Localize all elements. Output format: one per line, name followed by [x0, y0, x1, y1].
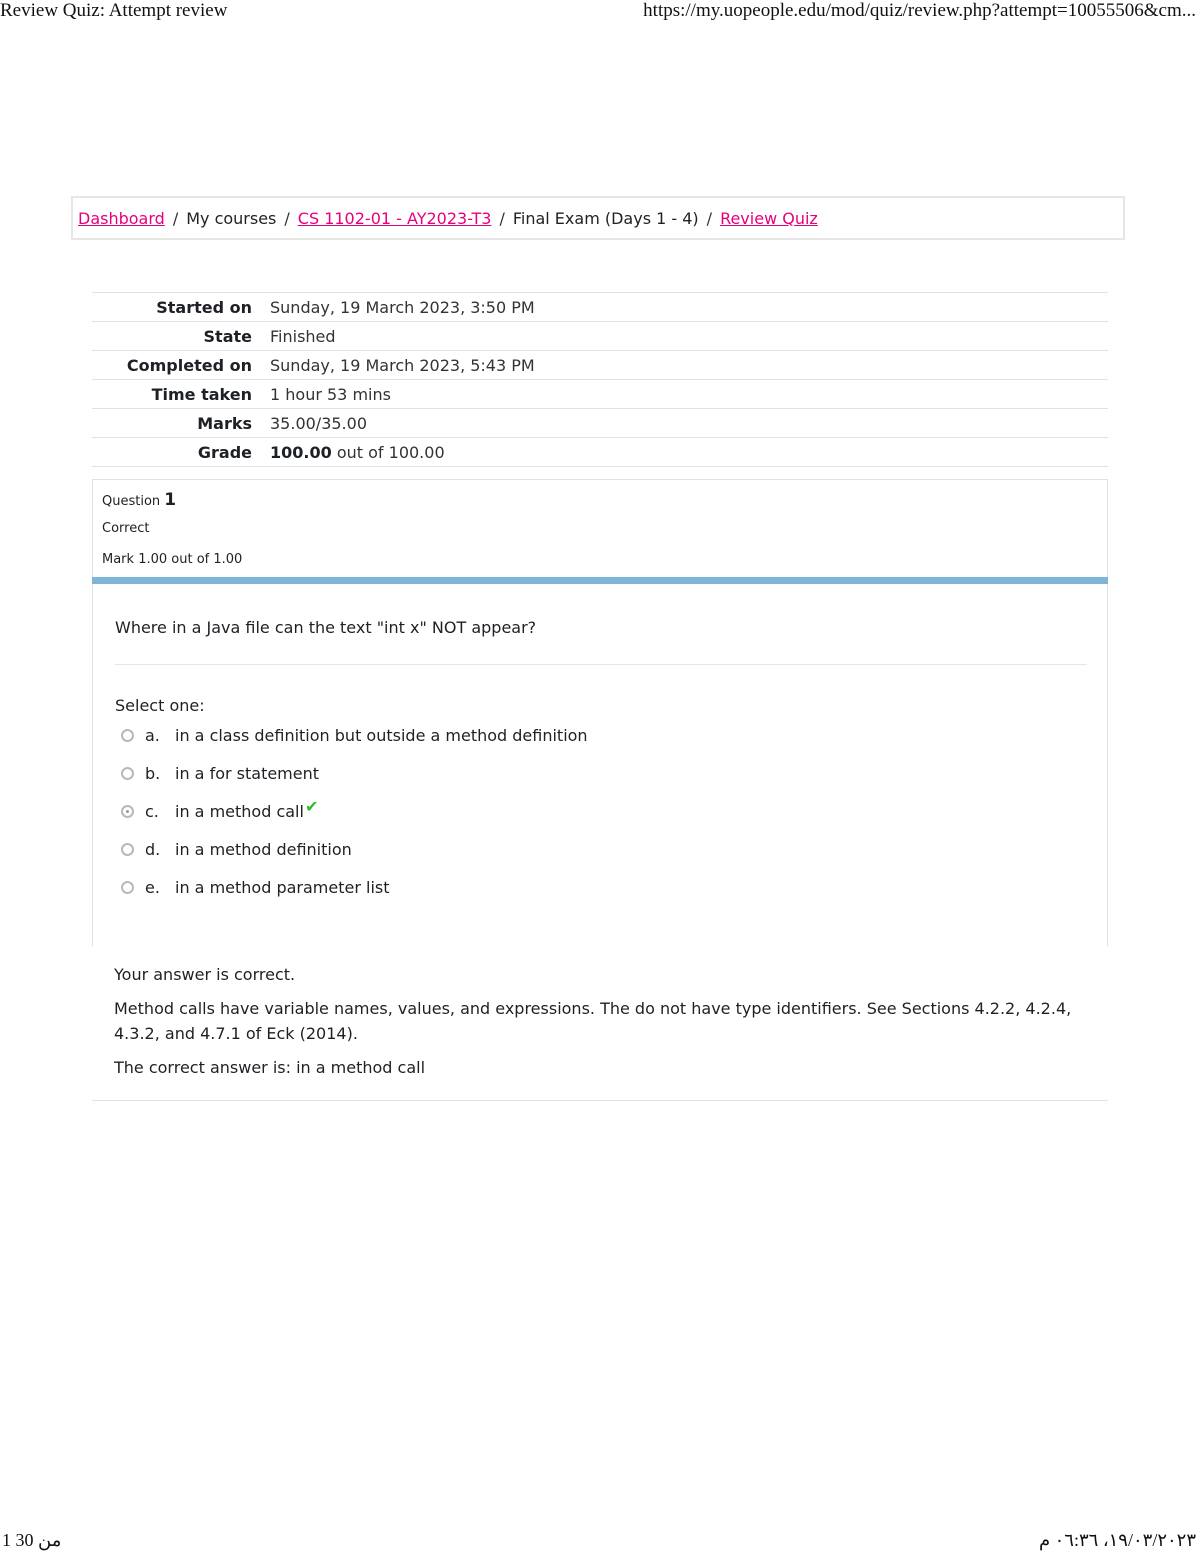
option-letter: b. — [145, 764, 161, 783]
radio-option-c[interactable] — [121, 805, 134, 818]
option-letter: a. — [145, 726, 160, 745]
print-footer-datetime: ١٩/٠٣/٢٠٢٣، ٠٦:٣٦ م — [1038, 1530, 1196, 1550]
summary-row-grade — [92, 438, 1108, 467]
breadcrumb-separator: / — [284, 208, 290, 228]
feedback-status: Your answer is correct. — [114, 965, 296, 984]
breadcrumb-section: Final Exam (Days 1 - 4) — [512, 208, 699, 228]
summary-value: Finished — [270, 326, 336, 346]
radio-option-e[interactable] — [121, 881, 134, 894]
breadcrumb — [71, 196, 1125, 240]
summary-row — [92, 293, 1108, 322]
radio-option-a[interactable] — [121, 729, 134, 742]
grade-label: Grade — [197, 442, 252, 462]
option-text: in a for statement — [175, 764, 320, 783]
summary-label: Completed on — [126, 355, 252, 375]
question-info — [92, 479, 1108, 579]
question-text: Where in a Java file can the text "int x" NOT appear? — [115, 618, 537, 637]
question-accent-bar — [92, 577, 1108, 584]
grade-value-cell — [270, 438, 1108, 467]
grade-value: 100.00 — [270, 442, 332, 462]
summary-label: Started on — [156, 297, 252, 317]
option-text: in a method parameter list — [175, 878, 390, 897]
summary-label: Time taken — [151, 384, 252, 404]
summary-row — [92, 409, 1108, 438]
breadcrumb-separator: / — [499, 208, 505, 228]
breadcrumb-separator: / — [706, 208, 713, 228]
print-footer-page: 1 من 30 — [2, 1530, 62, 1550]
print-header-title: Review Quiz: Attempt review — [0, 0, 228, 21]
option-letter: d. — [145, 840, 161, 859]
summary-label: State — [203, 326, 252, 346]
answer-option-c — [121, 797, 319, 821]
summary-value: Sunday, 19 March 2023, 5:43 PM — [270, 355, 535, 375]
question-divider — [115, 664, 1087, 665]
summary-value: 35.00/35.00 — [270, 413, 367, 433]
option-letter: e. — [145, 878, 160, 897]
summary-row — [92, 322, 1108, 351]
breadcrumb-course-link[interactable]: CS 1102-01 - AY2023-T3 — [297, 208, 492, 228]
breadcrumb-separator: / — [172, 208, 179, 228]
answer-option-b — [121, 764, 319, 783]
question-number-value: 1 — [164, 490, 177, 510]
feedback-right-answer: The correct answer is: in a method call — [114, 1058, 426, 1077]
breadcrumb-dashboard-link[interactable]: Dashboard — [78, 208, 165, 228]
option-text: in a class definition but outside a method definition — [175, 726, 588, 745]
summary-row — [92, 380, 1108, 409]
radio-option-b[interactable] — [121, 767, 134, 780]
answer-feedback — [92, 950, 1108, 1101]
attempt-summary-table — [92, 292, 1108, 467]
summary-value: 1 hour 53 mins — [270, 384, 391, 404]
select-one-prompt: Select one: — [115, 696, 205, 715]
question-mark: Mark 1.00 out of 1.00 — [102, 552, 243, 567]
question-content — [92, 584, 1108, 946]
breadcrumb-quiz-link[interactable]: Review Quiz — [720, 208, 818, 228]
option-text: in a method call — [175, 802, 304, 821]
answer-option-e — [121, 878, 390, 897]
answer-option-d — [121, 840, 352, 859]
breadcrumb-my-courses: My courses — [186, 208, 277, 228]
question-number — [102, 490, 176, 510]
radio-option-d[interactable] — [121, 843, 134, 856]
question-state: Correct — [102, 521, 150, 536]
question-prefix: Question — [102, 494, 165, 509]
summary-value: Sunday, 19 March 2023, 3:50 PM — [270, 297, 535, 317]
feedback-general: Method calls have variable names, values, and expressions. The do not have type identifiers. See Sections 4.2.2, 4.2.4, 4.3.2, and 4.7.1 of Eck (2014). — [114, 999, 1072, 1043]
print-header-url: https://my.uopeople.edu/mod/quiz/review.php?attempt=10055506&cm... — [643, 0, 1196, 21]
summary-label: Marks — [197, 413, 252, 433]
answer-option-a — [121, 726, 588, 745]
correct-check-icon: ✔ — [304, 797, 319, 816]
summary-row — [92, 351, 1108, 380]
option-text: in a method definition — [175, 840, 352, 859]
grade-suffix: out of 100.00 — [331, 442, 445, 462]
option-letter: c. — [145, 802, 159, 821]
